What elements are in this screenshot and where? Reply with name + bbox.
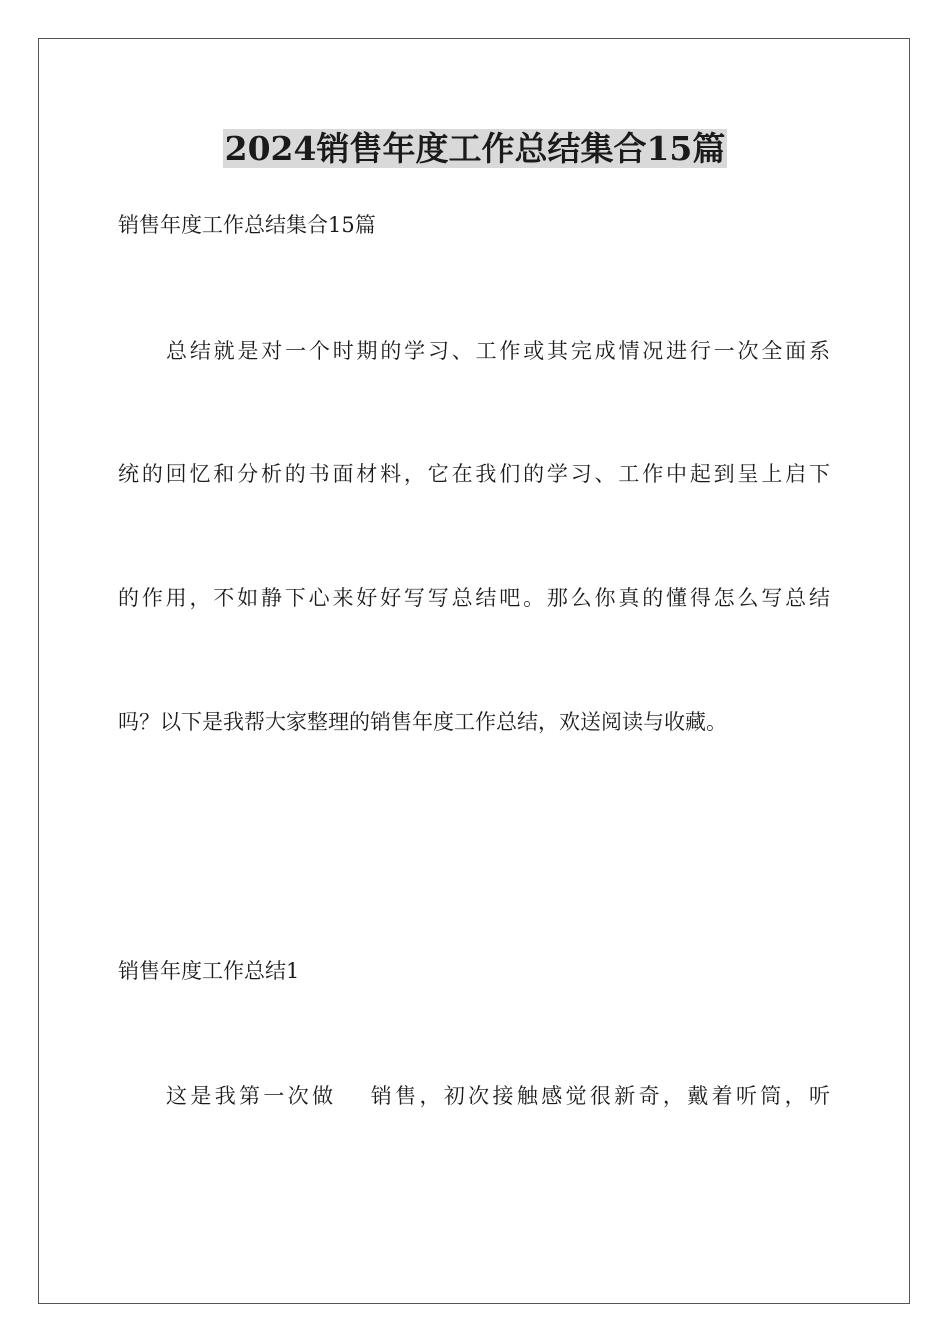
section-heading: 销售年度工作总结1 xyxy=(118,959,300,983)
intro-paragraph-line: 吗？以下是我帮大家整理的销售年度工作总结，欢送阅读与收藏。 xyxy=(118,710,727,734)
intro-paragraph-line: 统的回忆和分析的书面材料，它在我们的学习、工作中起到呈上启下 xyxy=(118,462,830,486)
document-title-text: 2024销售年度工作总结集合15篇 xyxy=(224,129,726,168)
document-subtitle: 销售年度工作总结集合15篇 xyxy=(118,213,376,237)
section-paragraph-line: 这是我第一次做 销售，初次接触感觉很新奇，戴着听筒，听 xyxy=(166,1084,830,1108)
document-title xyxy=(0,126,950,172)
intro-paragraph-line: 总结就是对一个时期的学习、工作或其完成情况进行一次全面系 xyxy=(166,339,830,363)
intro-paragraph-line: 的作用，不如静下心来好好写写总结吧。那么你真的懂得怎么写总结 xyxy=(118,586,830,610)
